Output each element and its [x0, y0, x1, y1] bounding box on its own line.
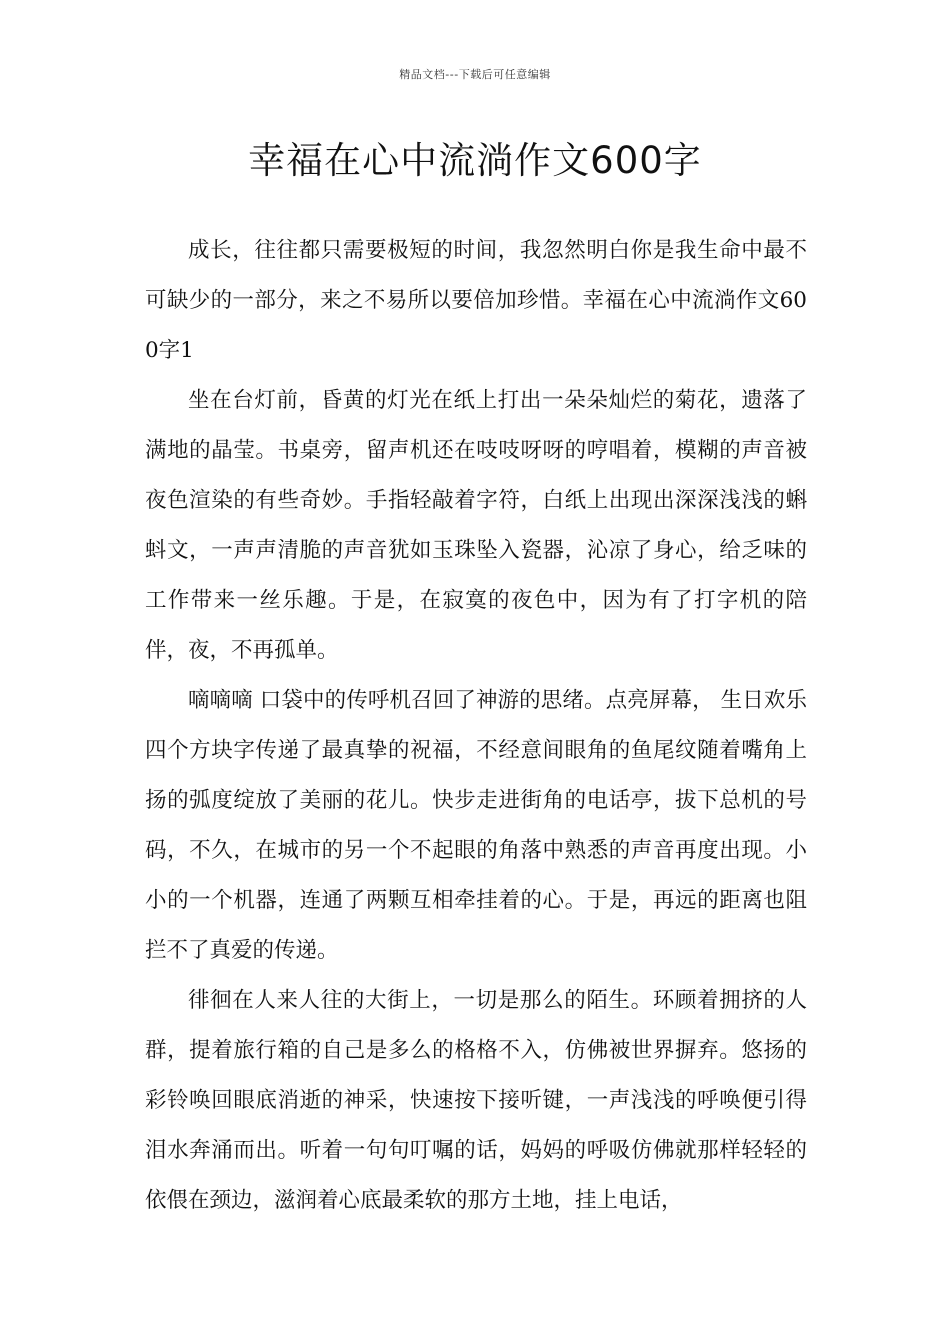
document-title: 幸福在心中流淌作文600字 [248, 139, 702, 182]
paragraph: 嘀嘀嘀 口袋中的传呼机召回了神游的思绪。点亮屏幕， 生日欢乐 四个方块字传递了最真挚的祝福，不经意间眼角的鱼尾纹随着嘴角上扬的弧度绽放了美丽的花儿。快步走进街角的电话亭，拔下总机的号码，不久，在城市的另一个不起眼的角落中熟悉的声音再度出现。小小的一个机器，连通了两颗互相牵挂着的心。于是，再远的距离也阻拦不了真爱的传递。 [145, 688, 807, 963]
header-note: 精品文档---下载后可任意编辑 [399, 68, 551, 81]
paragraph: 成长，往往都只需要极短的时间，我忽然明白你是我生命中最不可缺少的一部分，来之不易所以要倍加珍惜。幸福在心中流淌作文600字1 [145, 238, 807, 363]
paragraph: 徘徊在人来人往的大街上，一切是那么的陌生。环顾着拥挤的人群，提着旅行箱的自己是多么的格格不入，仿佛被世界摒弃。悠扬的彩铃唤回眼底消逝的神采，快速按下接听键，一声浅浅的呼唤便引得泪水奔涌而出。听着一句句叮嘱的话，妈妈的呼吸仿佛就那样轻轻的依偎在颈边，滋润着心底最柔软的那方土地，挂上电话， [145, 988, 807, 1213]
document-body [145, 226, 807, 1226]
paragraph: 坐在台灯前，昏黄的灯光在纸上打出一朵朵灿烂的菊花，遗落了满地的晶莹。书桌旁，留声机还在吱吱呀呀的哼唱着，模糊的声音被夜色渲染的有些奇妙。手指轻敲着字符，白纸上出现出深深浅浅的蝌蚪文，一声声清脆的声音犹如玉珠坠入瓷器，沁凉了身心，给乏味的工作带来一丝乐趣。于是，在寂寞的夜色中，因为有了打字机的陪伴，夜，不再孤单。 [145, 388, 807, 663]
